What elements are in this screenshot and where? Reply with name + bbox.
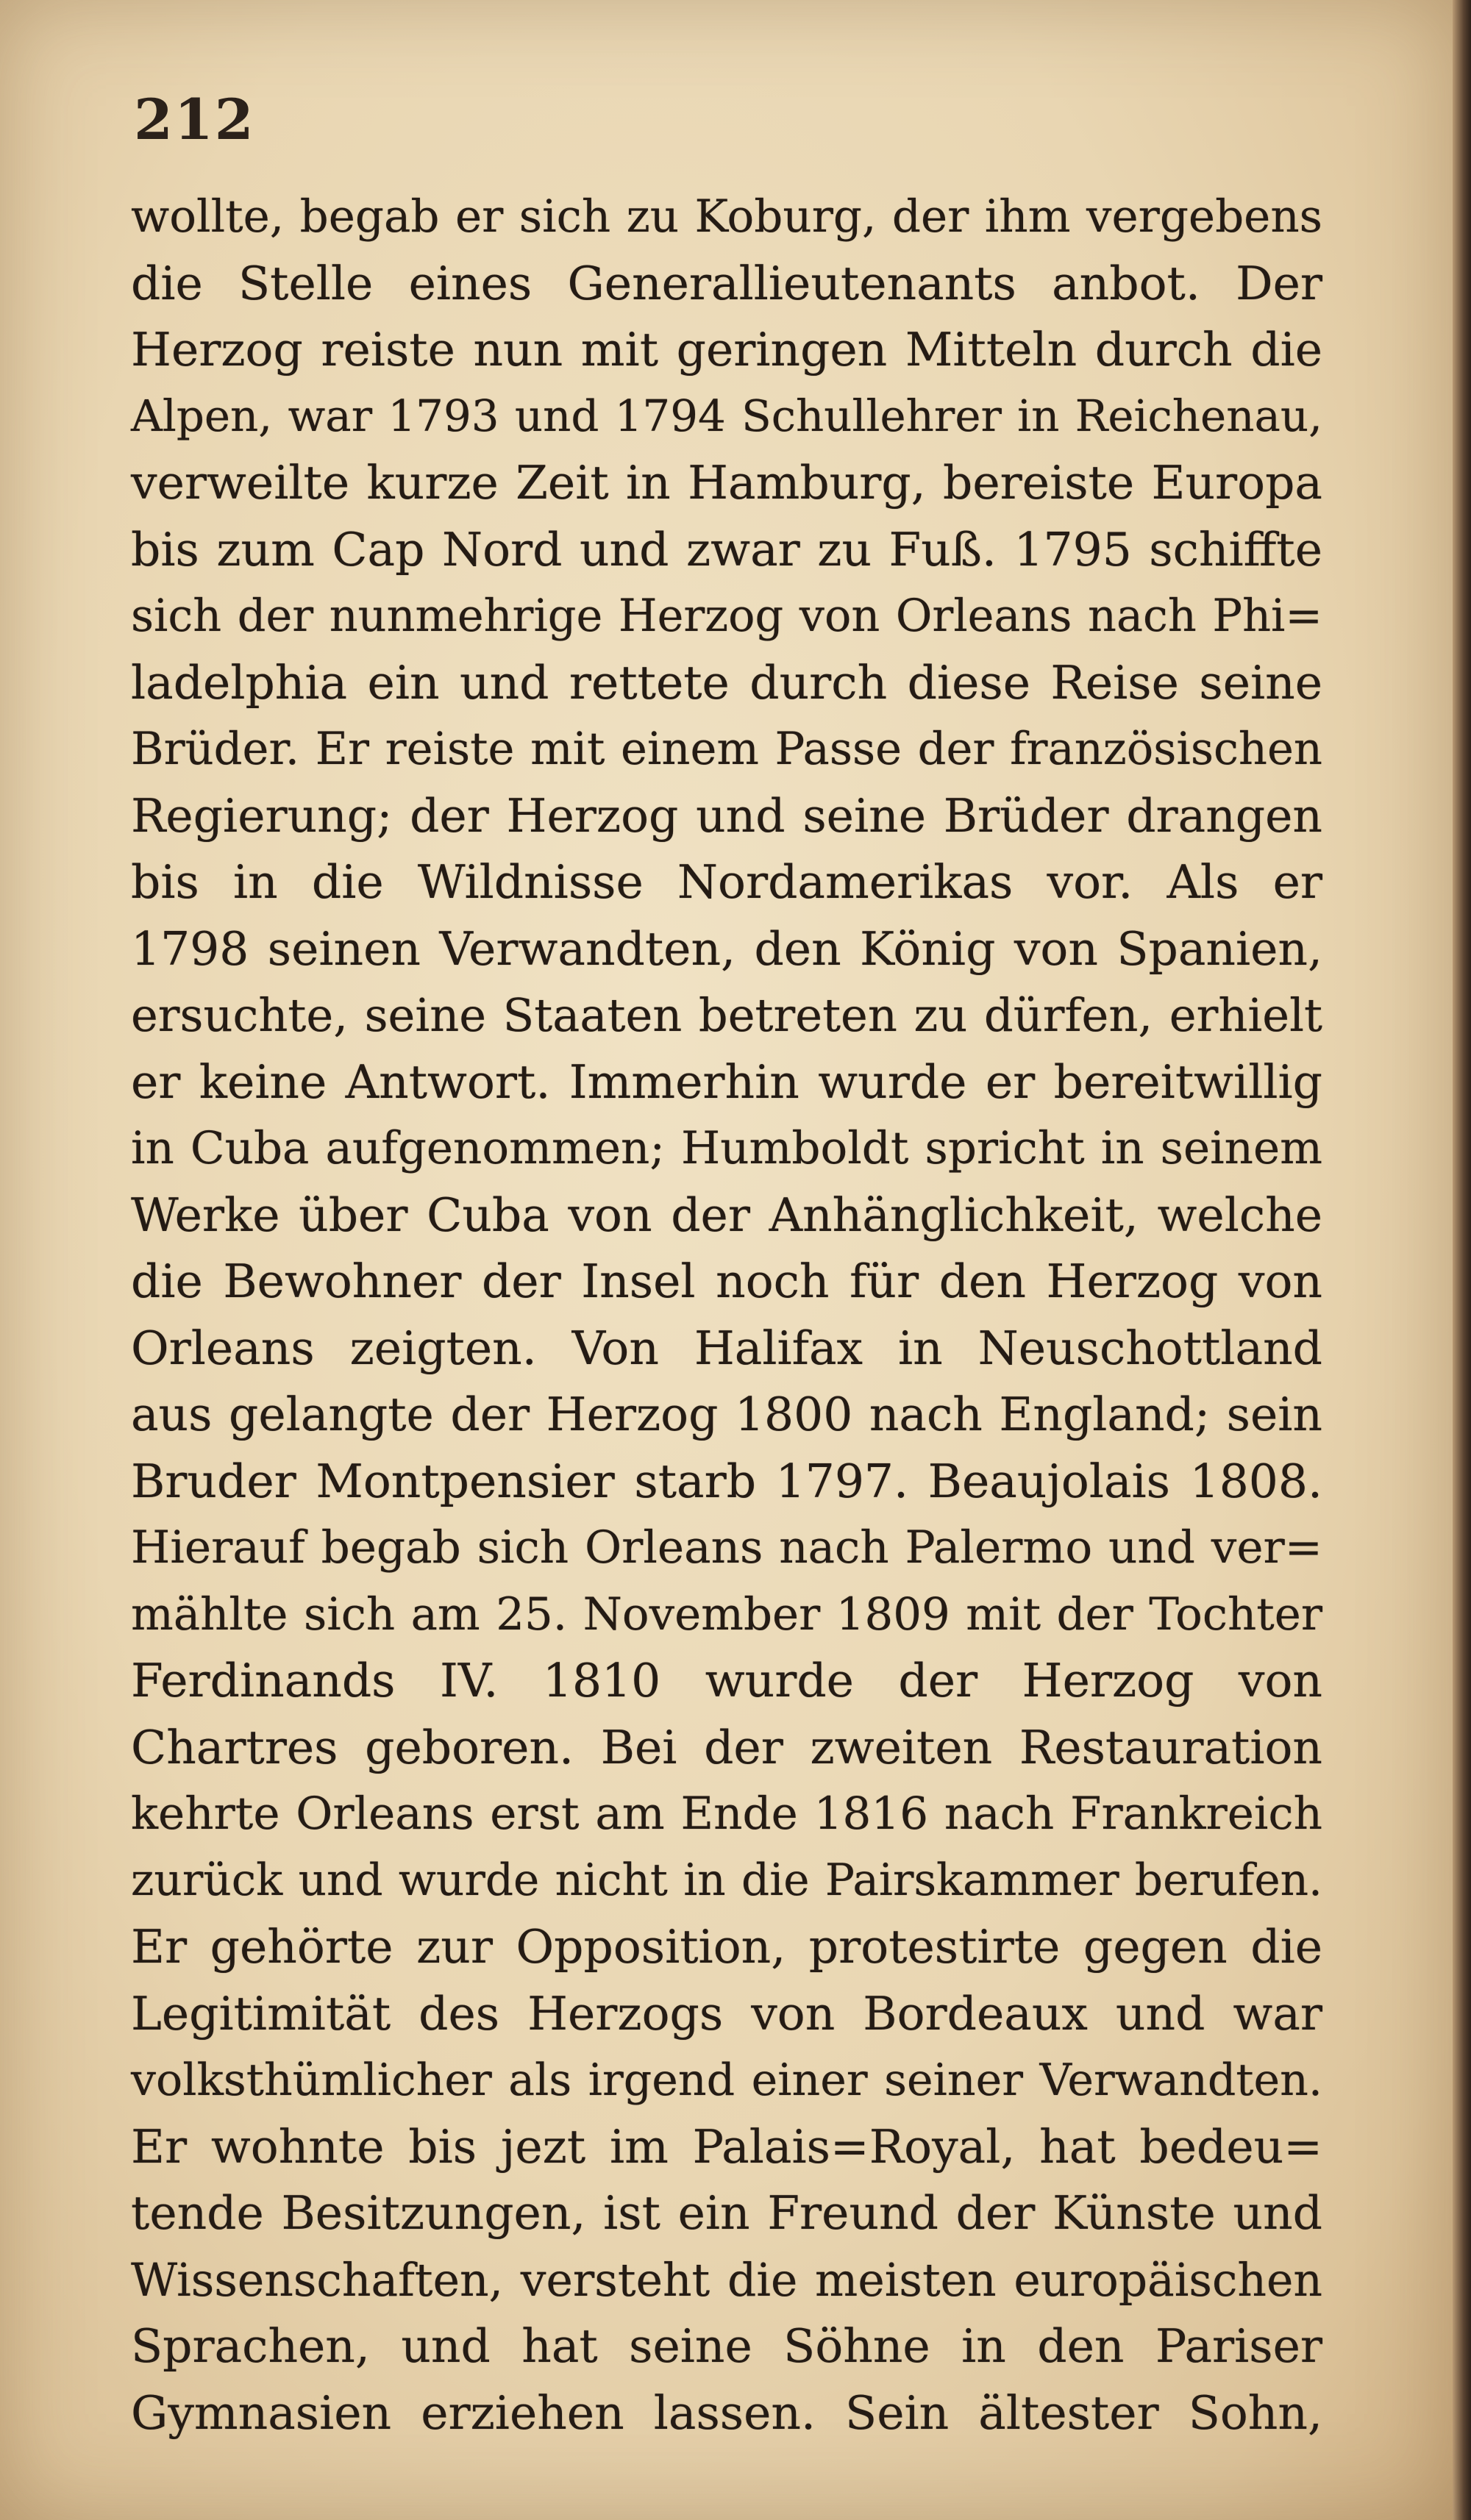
text-line: bis in die Wildnisse Nordamerikas vor. Als er bbox=[131, 855, 1322, 909]
text-line: Sprachen, und hat seine Söhne in den Pariser bbox=[131, 2319, 1322, 2373]
text-line: zurück und wurde nicht in die Pairskammer berufen. bbox=[131, 1855, 1322, 1906]
text-line: Werke über Cuba von der Anhänglichkeit, welche bbox=[131, 1188, 1322, 1242]
text-line: Wissenschaften, versteht die meisten europäischen bbox=[131, 2253, 1322, 2307]
text-line: Hierauf begab sich Orleans nach Palermo und ver= bbox=[131, 1521, 1322, 1574]
text-line: die Bewohner der Insel noch für den Herzog von bbox=[131, 1254, 1322, 1308]
text-line: Chartres geboren. Bei der zweiten Restauration bbox=[131, 1720, 1322, 1774]
text-line: tende Besitzungen, ist ein Freund der Künste und bbox=[131, 2186, 1322, 2240]
text-line: Herzog reiste nun mit geringen Mitteln durch die bbox=[131, 323, 1322, 376]
text-line: sich der nunmehrige Herzog von Orleans nach Phi= bbox=[131, 590, 1322, 642]
text-line: volksthümlicher als irgend einer seiner Verwandten. bbox=[131, 2055, 1322, 2106]
text-line: Legitimität des Herzogs von Bordeaux und war bbox=[131, 1986, 1322, 2041]
text-line: Alpen, war 1793 und 1794 Schullehrer in Reichenau, bbox=[131, 390, 1322, 442]
text-line: Ferdinands IV. 1810 wurde der Herzog von bbox=[131, 1654, 1322, 1707]
book-spine-edge bbox=[1453, 0, 1471, 2520]
text-line: verweilte kurze Zeit in Hamburg, bereiste Europa bbox=[131, 456, 1322, 510]
text-line: bis zum Cap Nord und zwar zu Fuß. 1795 schiffte bbox=[131, 522, 1322, 577]
text-line: Bruder Montpensier starb 1797. Beaujolais 1808. bbox=[131, 1454, 1322, 1508]
text-line: ladelphia ein und rettete durch diese Reise seine bbox=[131, 655, 1322, 710]
text-line: er keine Antwort. Immerhin wurde er bereitwillig bbox=[131, 1054, 1322, 1109]
text-line: Regierung; der Herzog und seine Brüder drangen bbox=[131, 788, 1322, 843]
text-line: die Stelle eines Generallieutenants anbot. Der bbox=[131, 256, 1322, 310]
text-line: Er wohnte bis jezt im Palais=Royal, hat bedeu= bbox=[131, 2119, 1322, 2174]
text-line: Gymnasien erziehen lassen. Sein ältester Sohn, bbox=[131, 2385, 1322, 2440]
text-line: wollte, begab er sich zu Koburg, der ihm vergebens bbox=[131, 190, 1322, 243]
text-line: ersuchte, seine Staaten betreten zu dürfen, erhielt bbox=[131, 988, 1322, 1042]
text-line: mählte sich am 25. November 1809 mit der Tochter bbox=[131, 1588, 1322, 1641]
page-number: 212 bbox=[134, 87, 255, 152]
text-line: 1798 seinen Verwandten, den König von Spanien, bbox=[131, 921, 1322, 976]
text-line: Brüder. Er reiste mit einem Passe der französischen bbox=[131, 724, 1322, 775]
text-line: in Cuba aufgenommen; Humboldt spricht in seinem bbox=[131, 1122, 1322, 1174]
text-line: Er gehörte zur Opposition, protestirte gegen die bbox=[131, 1920, 1322, 1974]
text-line: Orleans zeigten. Von Halifax in Neuschottland bbox=[131, 1321, 1322, 1375]
text-line: kehrte Orleans erst am Ende 1816 nach Frankreich bbox=[131, 1788, 1322, 1840]
body-text bbox=[131, 184, 1322, 2446]
text-line: aus gelangte der Herzog 1800 nach England; sein bbox=[131, 1388, 1322, 1441]
